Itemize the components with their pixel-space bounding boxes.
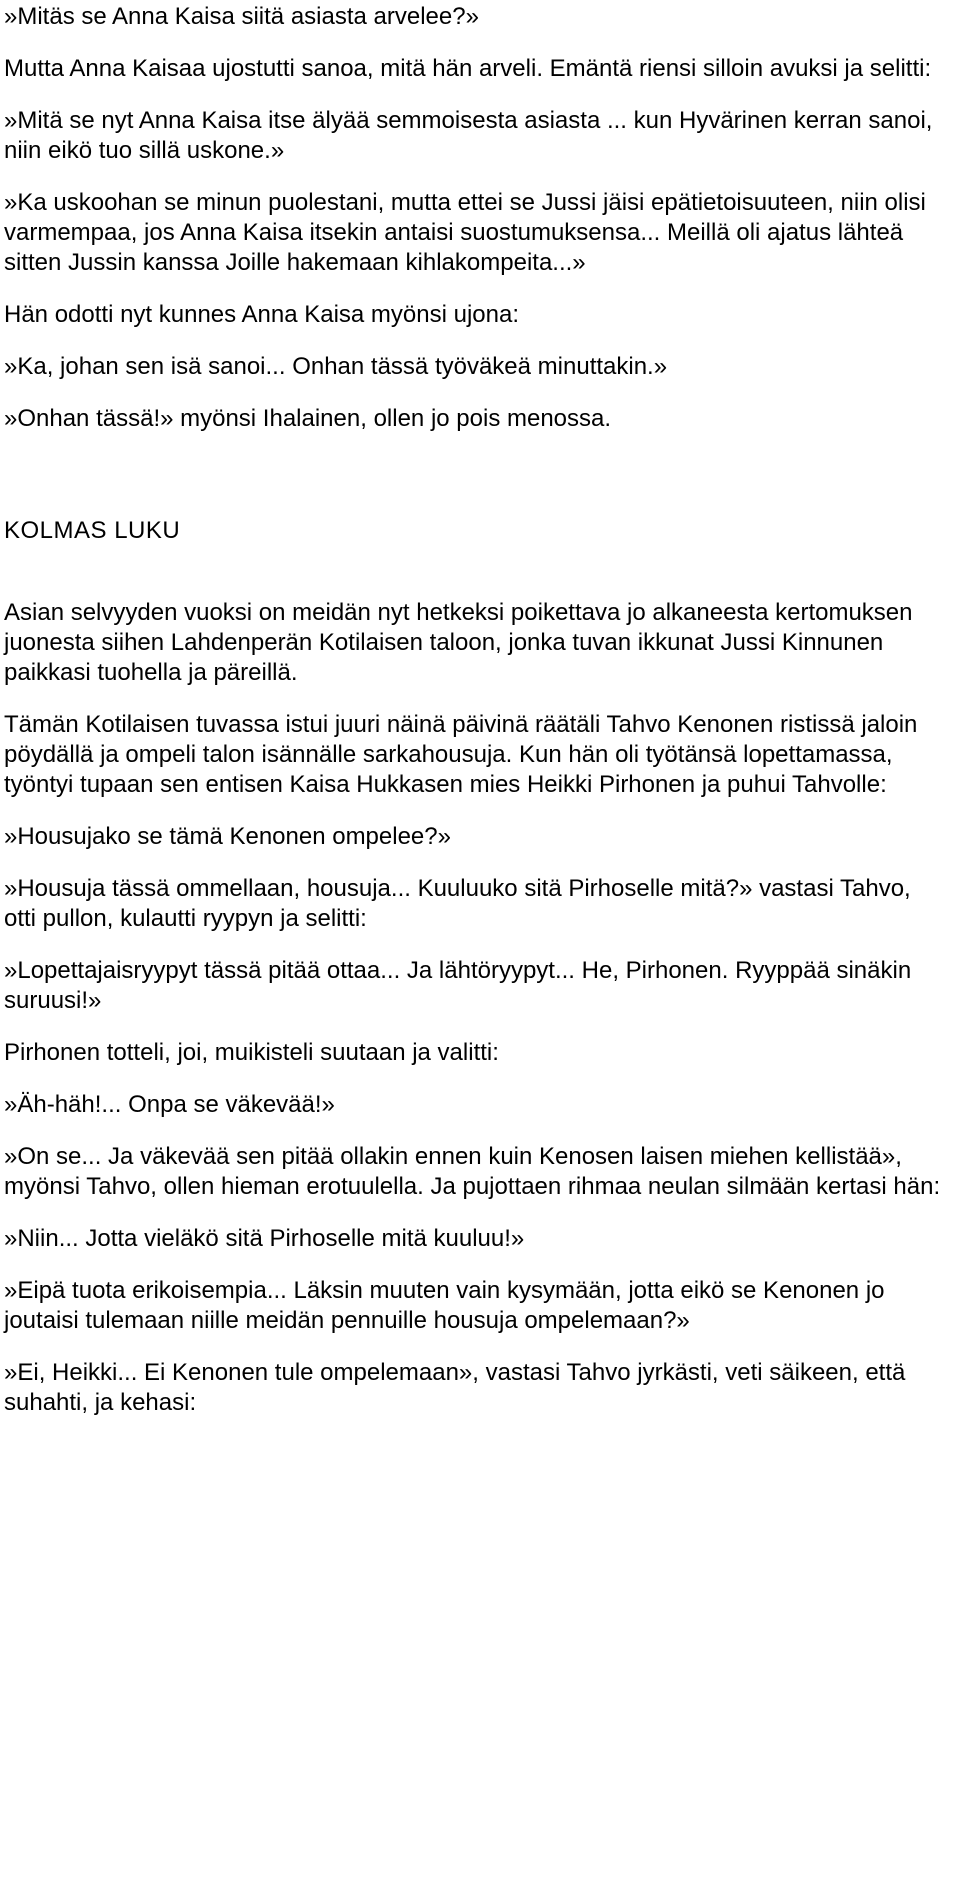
- paragraph: »Housujako se tämä Kenonen ompelee?»: [4, 823, 451, 850]
- paragraph: Tämän Kotilaisen tuvassa istui juuri näinä päivinä räätäli Tahvo Kenonen ristissä jaloin pöydällä ja ompeli talon isännälle sarkahousuja. Kun hän oli työtänsä lopettamassa, työntyi tupaan sen entisen Kaisa Hukkasen mies Heikki Pirhonen ja puhui Tahvolle:: [4, 711, 918, 798]
- paragraph: »On se... Ja väkevää sen pitää ollakin ennen kuin Kenosen laisen miehen kellistää», myönsi Tahvo, ollen hieman erotuulella. Ja pujottaen rihmaa neulan silmään kertasi hän:: [4, 1143, 941, 1200]
- paragraph: Mutta Anna Kaisaa ujostutti sanoa, mitä hän arveli. Emäntä riensi silloin avuksi ja selitti:: [4, 55, 932, 82]
- paragraph: Asian selvyyden vuoksi on meidän nyt hetkeksi poikettava jo alkaneesta kertomuksen juonesta siihen Lahdenperän Kotilaisen taloon, jonka tuvan ikkunat Jussi Kinnunen paikkasi tuohella ja päreillä.: [4, 599, 913, 686]
- paragraph: »Lopettajaisryypyt tässä pitää ottaa... Ja lähtöryypyt... He, Pirhonen. Ryyppää sinäkin suruusi!»: [4, 957, 912, 1014]
- paragraph: »Mitäs se Anna Kaisa siitä asiasta arvelee?»: [4, 3, 479, 30]
- document-page: [0, 2, 960, 1896]
- paragraph: »Mitä se nyt Anna Kaisa itse älyää semmoisesta asiasta ... kun Hyvärinen kerran sanoi, niin eikö tuo sillä uskone.»: [4, 107, 933, 164]
- chapter-heading: KOLMAS LUKU: [4, 517, 181, 544]
- paragraph: »Ei, Heikki... Ei Kenonen tule ompelemaan», vastasi Tahvo jyrkästi, veti säikeen, että suhahti, ja kehasi:: [4, 1359, 906, 1416]
- paragraph: »Eipä tuota erikoisempia... Läksin muuten vain kysymään, jotta eikö se Kenonen jo joutaisi tulemaan niille meidän pennuille housuja ompelemaan?»: [4, 1277, 885, 1334]
- paragraph: »Onhan tässä!» myönsi Ihalainen, ollen jo pois menossa.: [4, 405, 612, 432]
- paragraph: Hän odotti nyt kunnes Anna Kaisa myönsi ujona:: [4, 301, 519, 328]
- paragraph: »Äh-häh!... Onpa se väkevää!»: [4, 1091, 335, 1118]
- paragraph: »Ka uskoohan se minun puolestani, mutta ettei se Jussi jäisi epätietoisuuteen, niin olisi varmempaa, jos Anna Kaisa itsekin antaisi suostumuksensa... Meillä oli ajatus lähteä sitten Jussin kanssa Joille hakemaan kihlakompeita...»: [4, 189, 926, 276]
- paragraph: »Housuja tässä ommellaan, housuja... Kuuluuko sitä Pirhoselle mitä?» vastasi Tahvo, otti pullon, kulautti ryypyn ja selitti:: [4, 875, 911, 932]
- paragraph: »Niin... Jotta vieläkö sitä Pirhoselle mitä kuuluu!»: [4, 1225, 525, 1252]
- paragraph: »Ka, johan sen isä sanoi... Onhan tässä työväkeä minuttakin.»: [4, 353, 668, 380]
- paragraph: Pirhonen totteli, joi, muikisteli suutaan ja valitti:: [4, 1039, 499, 1066]
